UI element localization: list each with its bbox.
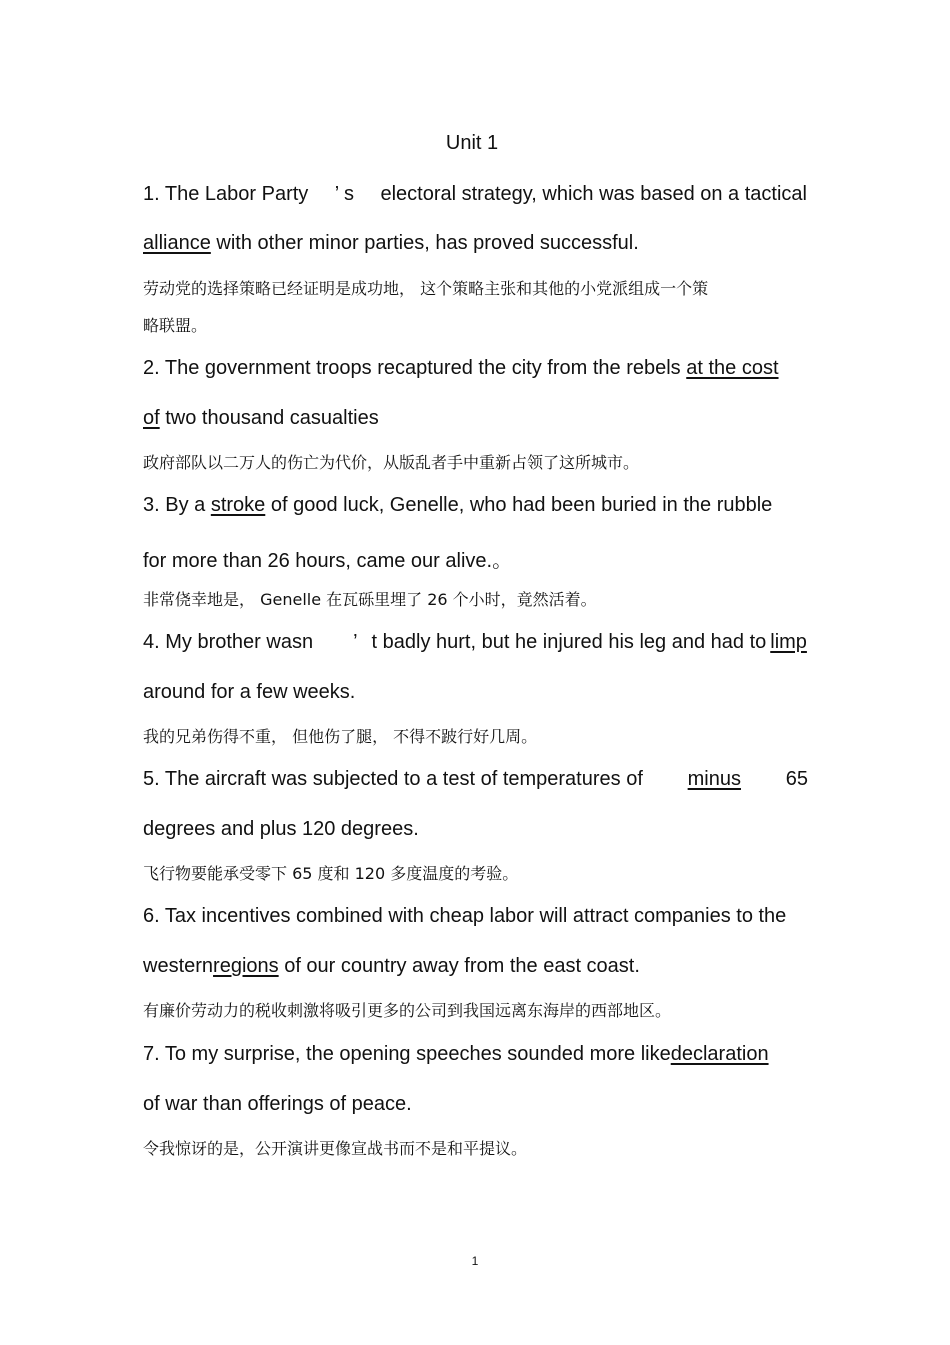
sentence-6-line-2: westernregions of our country away from the east coast. <box>143 955 640 977</box>
answer-blank: regions <box>213 955 279 977</box>
sentence-3-line-1: 3. By a stroke of good luck, Genelle, who had been buried in the rubble <box>143 494 773 516</box>
sentence-4-line-1: 4. My brother wasn ’ t badly hurt, but he injured his leg and had to limp <box>143 631 807 653</box>
sentence-6-line-1: 6. Tax incentives combined with cheap labor will attract companies to the <box>143 905 787 927</box>
sentence-1-line-2: alliance with other minor parties, has proved successful. <box>143 232 639 254</box>
answer-blank: limp <box>770 631 807 653</box>
unit-title: Unit 1 <box>445 132 499 154</box>
page-number: 1 <box>471 1254 479 1268</box>
sentence-5-line-1: 5. The aircraft was subjected to a test of temperatures of minus 65 <box>143 768 808 790</box>
answer-blank: minus <box>687 768 741 790</box>
translation-4: 我的兄弟伤得不重， 但他伤了腿， 不得不跛行好几周。 <box>143 727 538 746</box>
translation-3: 非常侥幸地是， Genelle 在瓦砾里埋了 26 个小时，竟然活着。 <box>143 590 597 609</box>
sentence-7-line-1: 7. To my surprise, the opening speeches sounded more likedeclaration <box>143 1043 769 1065</box>
translation-7: 令我惊讶的是，公开演讲更像宣战书而不是和平提议。 <box>143 1139 528 1158</box>
translation-1-line-2: 略联盟。 <box>143 316 208 335</box>
translation-5: 飞行物要能承受零下 65 度和 120 多度温度的考验。 <box>143 864 519 883</box>
answer-blank: stroke <box>210 494 266 516</box>
answer-blank: at the cost <box>686 357 779 379</box>
sentence-5-line-2: degrees and plus 120 degrees. <box>143 818 419 840</box>
sentence-2-line-2: of two thousand casualties <box>143 407 379 429</box>
translation-6: 有廉价劳动力的税收刺激将吸引更多的公司到我国远离东海岸的西部地区。 <box>143 1001 672 1020</box>
sentence-1-line-1: 1. The Labor Party ’ s electoral strategy, which was based on a tactical <box>143 183 807 205</box>
sentence-3-line-2: for more than 26 hours, came our alive.。 <box>143 550 513 572</box>
answer-blank: declaration <box>670 1043 769 1065</box>
translation-1-line-1: 劳动党的选择策略已经证明是成功地， 这个策略主张和其他的小党派组成一个策 <box>143 279 709 298</box>
translation-2: 政府部队以二万人的伤亡为代价，从版乱者手中重新占领了这所城市。 <box>143 453 640 472</box>
answer-blank: of <box>143 407 160 429</box>
sentence-7-line-2: of war than offerings of peace. <box>143 1093 412 1115</box>
sentence-4-line-2: around for a few weeks. <box>143 681 356 703</box>
answer-blank: alliance <box>143 232 211 254</box>
sentence-2-line-1: 2. The government troops recaptured the city from the rebels at the cost <box>143 357 779 379</box>
